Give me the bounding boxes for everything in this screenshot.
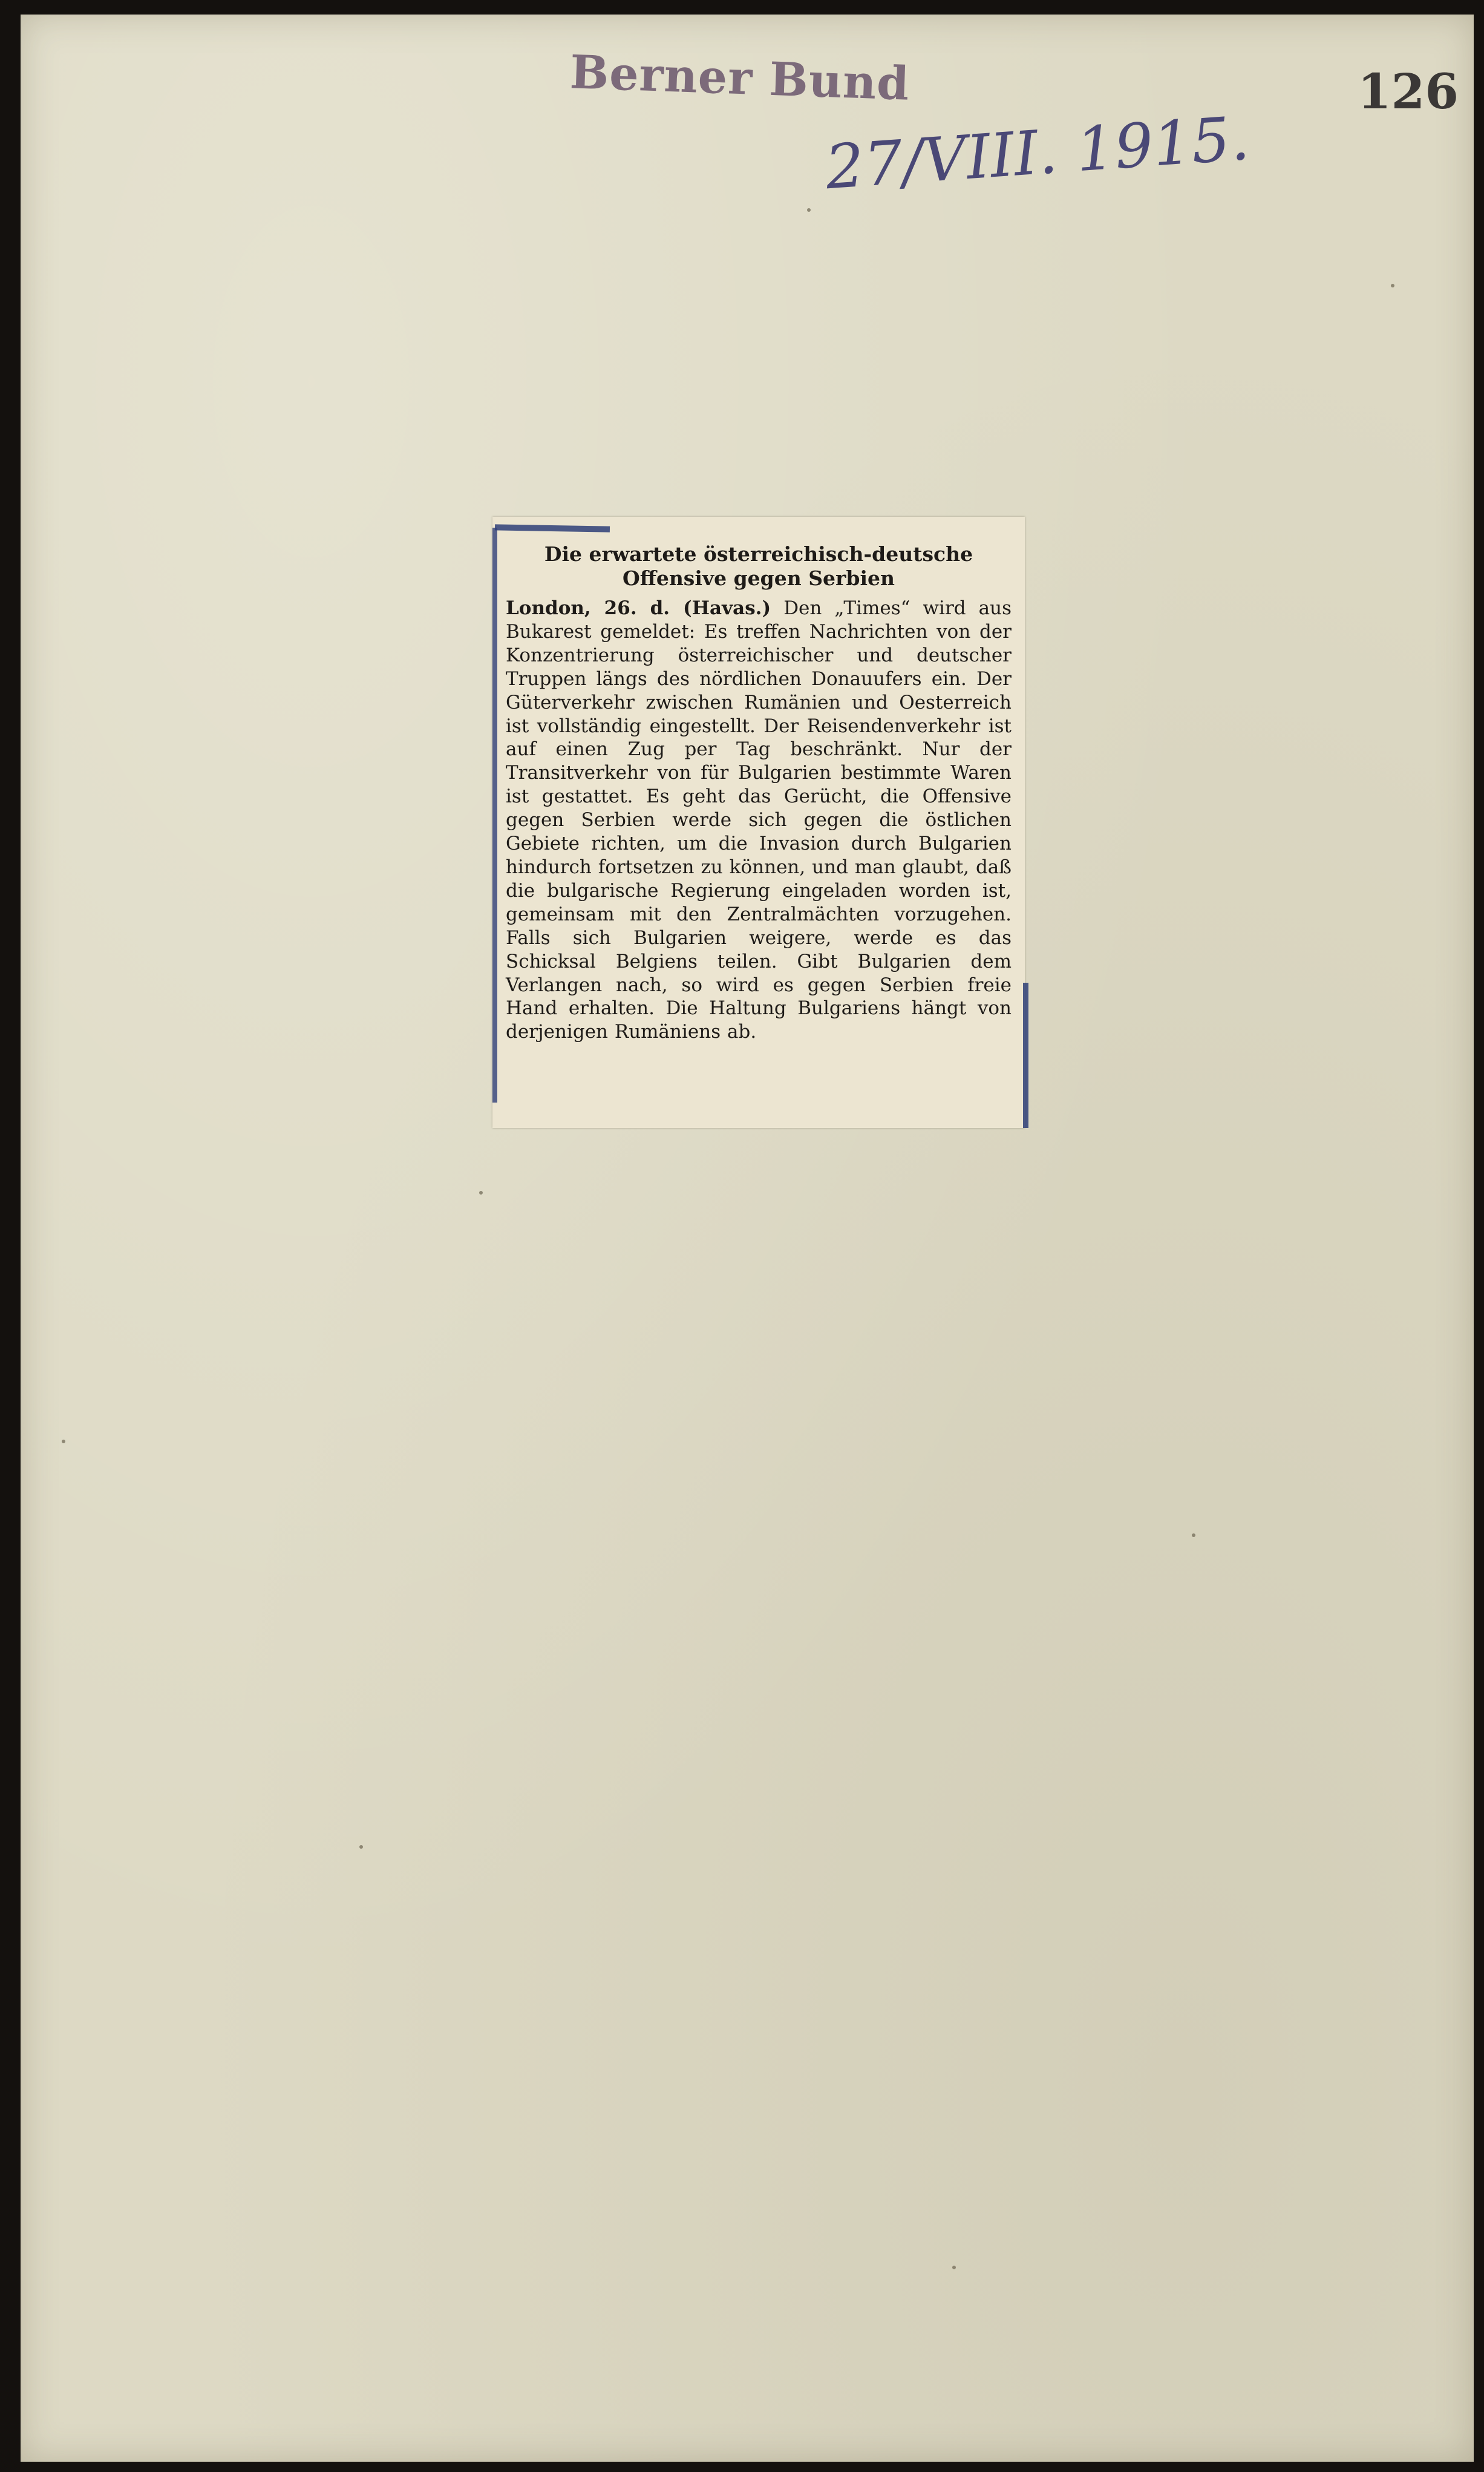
paper-speck bbox=[1391, 284, 1394, 287]
newspaper-clipping bbox=[492, 517, 1025, 1128]
clipping-body bbox=[506, 597, 1012, 1044]
paper-speck bbox=[62, 1440, 65, 1443]
clipping-headline: Die erwartete österreichisch-deutsche Offensive gegen Serbien bbox=[544, 542, 973, 590]
blue-pencil-mark-right bbox=[1023, 983, 1028, 1128]
paper-speck bbox=[807, 208, 811, 212]
clipping-body-text: Den „Times“ wird aus Bukarest gemeldet: Es treffen Nachrichten von der Konzentrierung österreichischer und deutscher Truppen längs des nördlichen Donauufers ein. Der Güterverkehr zwischen Rumänien und Oesterreich ist vollständig eingestellt. Der Reisendenverkehr ist auf einen Zug per Tag beschränkt. Nur der Transitverkehr von für Bulgarien bestimmte Waren ist gestattet. Es geht das Gerücht, die Offensive gegen Serbien werde sich gegen die östlichen Gebiete richten, um die Invasion durch Bulgarien hindurch fortsetzen zu können, und man glaubt, daß die bulgarische Regierung eingeladen worden ist, gemeinsam mit den Zentralmächten vorzugehen. Falls sich Bulgarien weigere, werde es das Schicksal Belgiens teilen. Gibt Bulgarien dem Verlangen nach, so wird es gegen Serbien freie Hand erhalten. Die Haltung Bulgariens hängt von derjenigen Rumäniens ab. bbox=[506, 597, 1012, 1043]
clipping-dateline: London, 26. d. (Havas.) bbox=[506, 597, 771, 619]
handwritten-date: 27/VIII. 1915. bbox=[823, 102, 1252, 203]
blue-pencil-mark-top bbox=[495, 524, 610, 532]
archive-sheet bbox=[21, 15, 1474, 2462]
paper-speck bbox=[952, 2266, 956, 2269]
blue-pencil-mark-left bbox=[492, 528, 497, 1103]
source-stamp: Berner Bund bbox=[569, 45, 911, 111]
paper-speck bbox=[1192, 1533, 1195, 1537]
paper-speck bbox=[479, 1191, 483, 1195]
page-number: 126 bbox=[1358, 63, 1459, 120]
paper-speck bbox=[359, 1845, 363, 1849]
